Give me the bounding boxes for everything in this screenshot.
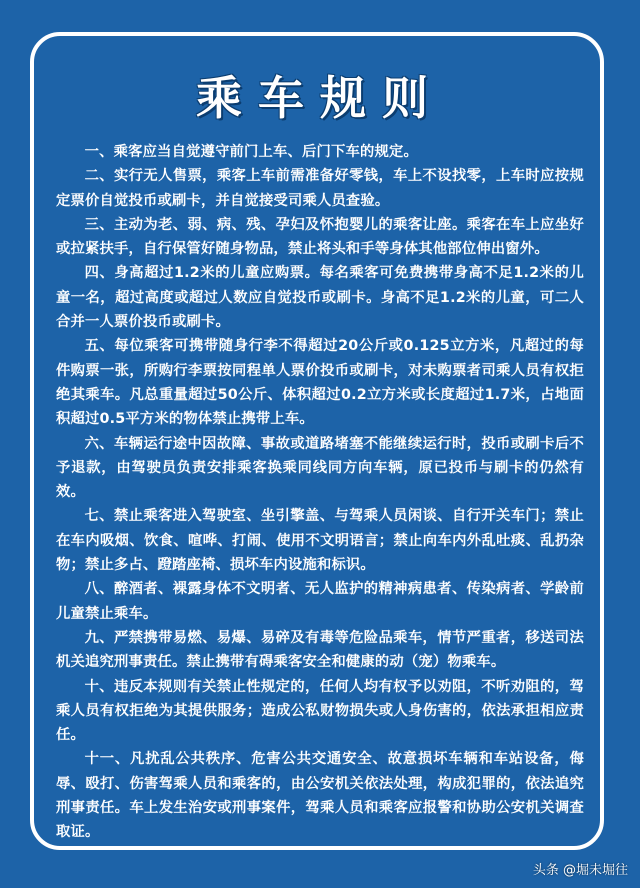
page-title: 乘车规则 bbox=[196, 71, 444, 125]
rule-item: 八、醉酒者、裸露身体不文明者、无人监护的精神病患者、传染病者、学龄前儿童禁止乘车。 bbox=[56, 581, 584, 622]
rule-item: 一、乘客应当自觉遵守前门上车、后门下车的规定。 bbox=[84, 144, 419, 160]
rule-item: 四、身高超过1.2米的儿童应购票。每名乘客可免费携带身高不足1.2米的儿童一名，超过高度或超过人数应自觉投币或刷卡。身高不足1.2米的儿童，可二人合并一人票价投币或刷卡。 bbox=[56, 265, 584, 331]
rules-list bbox=[56, 140, 584, 845]
rule-item: 十、违反本规则有关禁止性规定的，任何人均有权予以劝阻，不听劝阻的，驾乘人员有权拒绝为其提供服务；造成公私财物损失或人身伤害的，依法承担相应责任。 bbox=[56, 678, 584, 744]
rule-item: 九、严禁携带易燃、易爆、易碎及有毒等危险品乘车，情节严重者，移送司法机关追究刑事责任。禁止携带有碍乘客安全和健康的动（宠）物乘车。 bbox=[56, 629, 584, 671]
rule-item: 三、主动为老、弱、病、残、孕妇及怀抱婴儿的乘客让座。乘客在车上应坐好或拉紧扶手，自行保管好随身物品，禁止将头和手等身体其他部位伸出窗外。 bbox=[56, 216, 584, 258]
rule-item: 六、车辆运行途中因故障、事故或道路堵塞不能继续运行时，投币或刷卡后不予退款，由驾驶员负责安排乘客换乘同线同方向车辆，原已投币与刷卡的仍然有效。 bbox=[56, 435, 584, 501]
watermark: 头条 @堀未堀往 bbox=[532, 863, 628, 878]
rule-item: 二、实行无人售票，乘客上车前需准备好零钱，车上不设找零，上车时应按规定票价自觉投币或刷卡，并自觉接受司乘人员查验。 bbox=[56, 168, 584, 209]
rule-item: 十一、凡扰乱公共秩序、危害公共交通安全、故意损坏车辆和车站设备，侮辱、殴打、伤害驾乘人员和乘客的，由公安机关依法处理，构成犯罪的，依法追究刑事责任。车上发生治安或刑事案件，驾乘人员和乘客应报警和协助公安机关调查取证。 bbox=[56, 751, 584, 841]
rule-item: 五、每位乘客可携带随身行李不得超过20公斤或0.125立方米，凡超过的每件购票一张，所购行李票按同程单人票价投币或刷卡，对未购票者司乘人员有权拒绝其乘车。凡总重量超过50公斤、体积超过0.2立方米或长度超过1.7米，占地面积超过0.5平方米的物体禁止携带上车。 bbox=[56, 338, 584, 428]
rule-item: 七、禁止乘客进入驾驶室、坐引擎盖、与驾乘人员闲谈、自行开关车门；禁止在车内吸烟、饮食、喧哗、打闹、使用不文明语言；禁止向车内外乱吐痰、乱扔杂物；禁止多占、蹬踏座椅、损坏车内设施和标识。 bbox=[56, 508, 584, 574]
